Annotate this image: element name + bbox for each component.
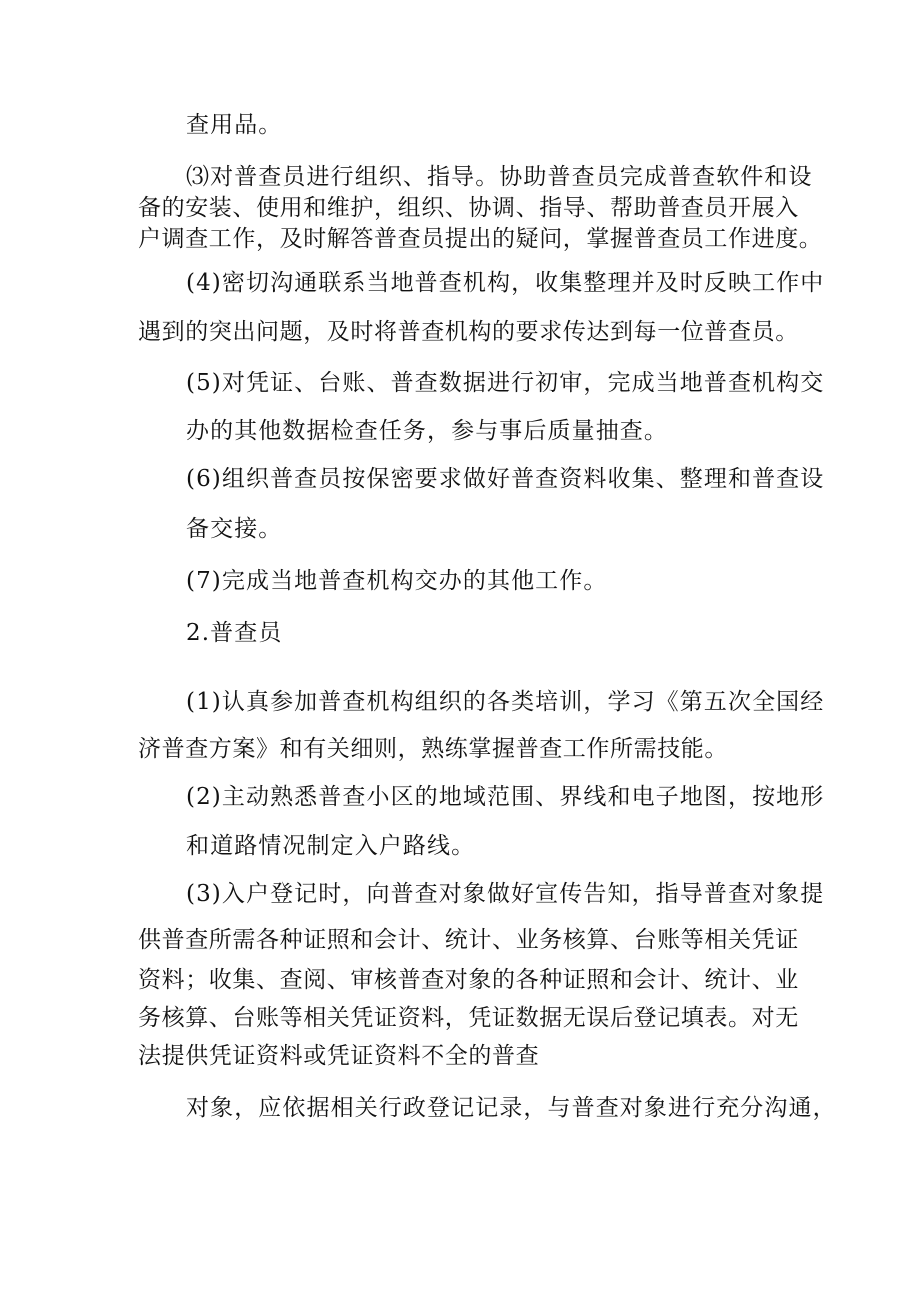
text-line: (7)完成当地普查机构交办的其他工作。 — [186, 568, 608, 594]
text-line: (1)认真参加普查机构组织的各类培训，学习《第五次全国经 — [186, 689, 825, 715]
text-line: 法提供凭证资料或凭证资料不全的普查 — [138, 1043, 540, 1069]
text-line: ⑶对普查员进行组织、指导。协助普查员完成普查软件和设 — [186, 164, 813, 190]
text-line: 资料；收集、查阅、审核普查对象的各种证照和会计、统计、业 — [138, 967, 799, 993]
text-line: (5)对凭证、台账、普查数据进行初审，完成当地普查机构交 — [186, 370, 825, 396]
text-line: 备交接。 — [186, 516, 283, 542]
text-line: (4)密切沟通联系当地普查机构，收集整理并及时反映工作中 — [186, 270, 825, 296]
text-line: 济普查方案》和有关细则，熟练掌握普查工作所需技能。 — [138, 736, 728, 762]
text-line: 遇到的突出问题，及时将普查机构的要求传达到每一位普查员。 — [138, 319, 799, 345]
text-line: 务核算、台账等相关凭证资料，凭证数据无误后登记填表。对无 — [138, 1005, 799, 1031]
text-line: 查用品。 — [186, 112, 283, 138]
text-line: (3)入户登记时，向普查对象做好宣传告知，指导普查对象提 — [186, 881, 825, 907]
text-line: 对象，应依据相关行政登记记录，与普查对象进行充分沟通， — [186, 1095, 837, 1121]
text-line: 户调查工作，及时解答普查员提出的疑问，掌握普查员工作进度。 — [138, 226, 823, 252]
text-line: (2)主动熟悉普查小区的地域范围、界线和电子地图，按地形 — [186, 784, 825, 810]
text-line: (6)组织普查员按保密要求做好普查资料收集、整理和普查设 — [186, 466, 825, 492]
text-line: 供普查所需各种证照和会计、统计、业务核算、台账等相关凭证 — [138, 927, 799, 953]
text-line: 备的安装、使用和维护，组织、协调、指导、帮助普查员开展入 — [138, 195, 799, 221]
section-heading: 2.普查员 — [186, 620, 283, 646]
text-line: 办的其他数据检查任务，参与事后质量抽查。 — [186, 418, 668, 444]
text-line: 和道路情况制定入户路线。 — [186, 833, 476, 859]
